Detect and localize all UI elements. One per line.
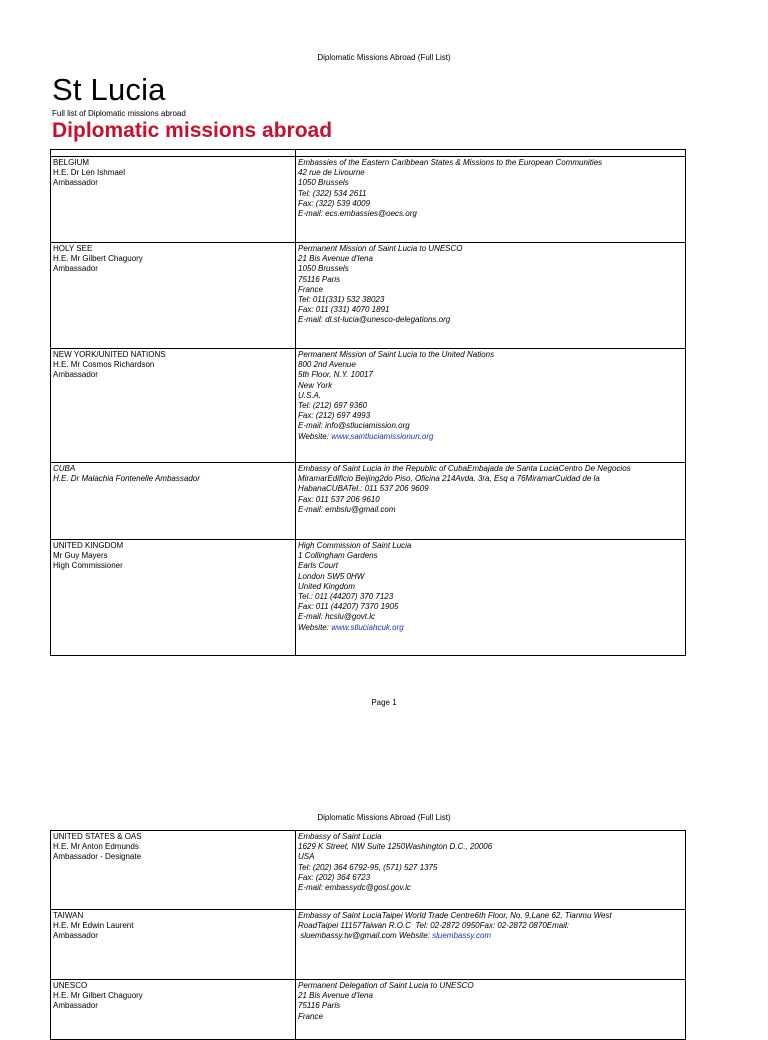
running-header: Diplomatic Missions Abroad (Full List) [317, 53, 451, 62]
envoy-title: Ambassador [53, 931, 98, 941]
country-name: UNESCO [53, 981, 88, 990]
envoy-title: Ambassador [53, 264, 98, 274]
country-cell [51, 831, 296, 910]
address-line: 42 rue de Livourne [298, 168, 365, 178]
email-website-prefix: sluembassy.tw@gmail.com Website: [298, 931, 433, 941]
website-line [298, 432, 683, 442]
page-title: St Lucia [52, 72, 166, 107]
details-cell [296, 463, 686, 540]
country-cell [51, 910, 296, 980]
email-line: E-mail: dl.st-lucia@unesco-delegations.org [298, 315, 451, 325]
envoy-title: Ambassador [53, 1001, 98, 1011]
missions-table [50, 149, 686, 656]
table-row [51, 910, 686, 980]
website-link[interactable]: www.saintluciamissionun.org [331, 431, 434, 441]
address-line: 1629 K Street, NW Suite 1250Washington D.C., 20006 [298, 842, 493, 852]
details-cell [296, 349, 686, 463]
website-line [298, 623, 683, 633]
address-line: United Kingdom [298, 581, 355, 591]
address-line: 75116 Paris [298, 274, 341, 284]
country-cell [51, 243, 296, 349]
address-line: 21 Bis Avenue d'Iena [298, 991, 373, 1001]
table-row [51, 831, 686, 910]
details-cell [296, 831, 686, 910]
fax-line: Fax: (322) 539 4009 [298, 198, 371, 208]
table-row [51, 243, 686, 349]
address-line: USA [298, 852, 315, 862]
country-cell [51, 540, 296, 656]
running-header: Diplomatic Missions Abroad (Full List) [317, 813, 451, 822]
phone-line: Tel: (212) 697 9360 [298, 401, 368, 411]
mission-name: Permanent Delegation of Saint Lucia to UNESCO [298, 981, 474, 990]
table-row [51, 540, 686, 656]
fax-line: Fax: 011 537 206 9610 [298, 494, 380, 504]
mission-name: Embassies of the Eastern Caribbean States & Missions to the European Communities [298, 158, 603, 167]
address-line: 5th Floor, N.Y. 10017 [298, 370, 373, 380]
envoy-name: H.E. Mr Gilbert Chaguory [53, 254, 143, 264]
website-link[interactable]: www.stluciahcuk.org [331, 622, 404, 632]
address-line: 1050 Brussels [298, 178, 349, 188]
fax-line: Fax: 011 (44207) 7370 1905 [298, 602, 399, 612]
envoy-name: Mr Guy Mayers [53, 551, 108, 561]
website-label: Website: [298, 431, 332, 441]
envoy-name: H.E. Mr Cosmos Richardson [53, 360, 155, 370]
page-subtitle: Full list of Diplomatic missions abroad [52, 109, 186, 118]
address-line: MiramarEdificio Beijing2do Piso, Oficina 214Avda. 3ra, Esq a 76MiramarCuidad de la [298, 474, 600, 484]
website-link[interactable]: sluembassy.com [432, 931, 492, 941]
country-cell [51, 463, 296, 540]
address-line: France [298, 1011, 323, 1021]
envoy-title: Ambassador [53, 178, 98, 188]
table-header-row [51, 150, 686, 157]
phone-line: Tel: (322) 534 2611 [298, 188, 367, 198]
address-line: Earls Court [298, 561, 339, 571]
phone-line: Tel.: 011 (44207) 370 7123 [298, 592, 394, 602]
details-cell [296, 980, 686, 1040]
mission-name: Embassy of Saint Lucia in the Republic of CubaEmbajada de Santa LuciaCentro De Negocios [298, 464, 631, 473]
email-line: E-mail: ecs.embassies@oecs.org [298, 209, 417, 219]
table-row [51, 463, 686, 540]
details-cell [296, 910, 686, 980]
table-row [51, 980, 686, 1040]
address-line: RoadTaipei 11157Taiwan R.O.C Tel: 02-2872 0950Fax: 02-2872 0870Email: [298, 921, 569, 931]
country-cell [51, 980, 296, 1040]
mission-name: Permanent Mission of Saint Lucia to UNESCO [298, 244, 463, 253]
address-line: 21 Bis Avenue d'Iena [298, 254, 373, 264]
website-label: Website: [298, 622, 332, 632]
envoy-name: H.E. Mr Anton Edmunds [53, 842, 139, 852]
mission-name: High Commission of Saint Lucia [298, 541, 412, 550]
fax-line: Fax: (212) 697 4993 [298, 411, 371, 421]
country-name: CUBA [53, 464, 76, 473]
country-name: HOLY SEE [53, 244, 93, 253]
mission-name: Permanent Mission of Saint Lucia to the United Nations [298, 350, 495, 359]
email-line: E-mail: hcslu@govt.lc [298, 612, 376, 622]
country-cell [51, 349, 296, 463]
country-name: NEW YORK/UNITED NATIONS [53, 350, 166, 359]
mission-name: Embassy of Saint Lucia [298, 832, 382, 841]
missions-table [50, 830, 686, 1040]
fax-line: Fax: 011 (331) 4070 1891 [298, 305, 390, 315]
address-line: HabanaCUBATel.: 011 537 206 9609 [298, 484, 429, 494]
country-name: UNITED KINGDOM [53, 541, 124, 550]
envoy-name: H.E. Mr Gilbert Chaguory [53, 991, 143, 1001]
address-line: 1050 Brussels [298, 264, 349, 274]
envoy-name: H.E. Mr Edwin Laurent [53, 921, 134, 931]
envoy-title: High Commissioner [53, 561, 123, 571]
address-line: 75116 Paris [298, 1001, 341, 1011]
country-cell [51, 157, 296, 243]
email-line: E-mail: info@stluciamission.org [298, 421, 410, 431]
envoy-title: Ambassador [53, 370, 98, 380]
country-name: BELGIUM [53, 158, 90, 167]
envoy-name: H.E. Dr Len Ishmael [53, 168, 126, 178]
address-line: France [298, 284, 323, 294]
envoy-name: H.E. Dr Malachia Fontenelle Ambassador [53, 474, 200, 484]
email-line: E-mail: embassydc@gosl.gov.lc [298, 883, 411, 893]
table-row [51, 349, 686, 463]
header-cell [51, 150, 296, 157]
header-cell [296, 150, 686, 157]
details-cell [296, 243, 686, 349]
email-line: E-mail: embslu@gmail.com [298, 504, 396, 514]
address-line: U.S.A. [298, 390, 322, 400]
address-line: New York [298, 380, 333, 390]
page-number: Page 1 [371, 698, 397, 707]
envoy-title: Ambassador - Designate [53, 852, 142, 862]
details-cell [296, 540, 686, 656]
email-website-line [298, 931, 683, 941]
mission-name: Embassy of Saint LuciaTaipei World Trade Centre6th Floor, No. 9,Lane 62, Tianmu West [298, 911, 612, 920]
table-row [51, 157, 686, 243]
phone-line: Tel: (202) 364 6792-95, (571) 527 1375 [298, 862, 438, 872]
country-name: TAIWAN [53, 911, 84, 920]
address-line: 1 Collingham Gardens [298, 551, 378, 561]
address-line: 800 2nd Avenue [298, 360, 356, 370]
details-cell [296, 157, 686, 243]
fax-line: Fax: (202) 364 6723 [298, 872, 371, 882]
address-line: London SW5 0HW [298, 571, 365, 581]
section-title: Diplomatic missions abroad [52, 119, 333, 142]
country-name: UNITED STATES & OAS [53, 832, 142, 841]
phone-line: Tel: 011(331) 532 38023 [298, 295, 385, 305]
